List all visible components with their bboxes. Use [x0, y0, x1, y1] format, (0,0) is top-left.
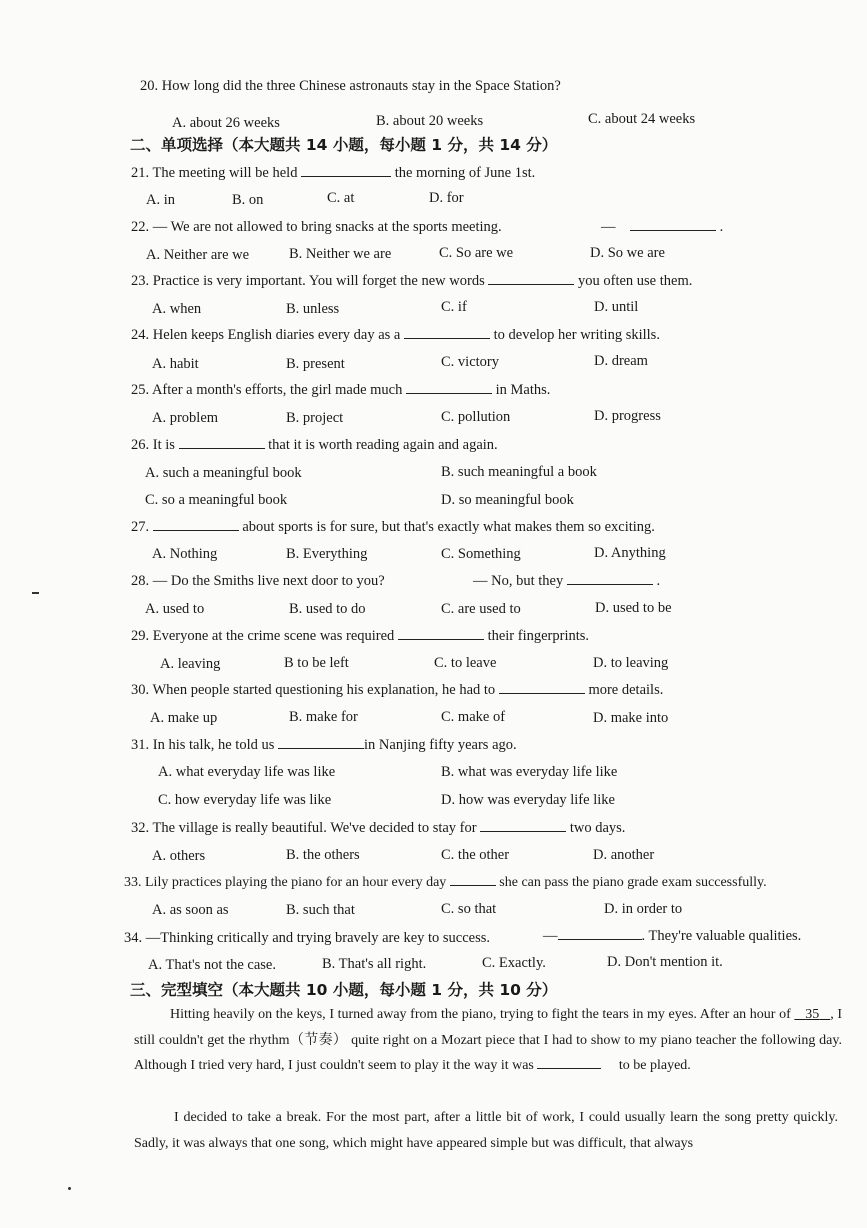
question-32-stem: 32. The village is really beautiful. We've decided to stay for two days. [131, 820, 626, 836]
q24-option-b: B. present [286, 356, 345, 372]
section-3-heading: 三、完型填空（本大题共 10 小题，每小题 1 分，共 10 分） [130, 981, 558, 999]
answer-blank [406, 381, 492, 394]
q28-option-b: B. used to do [289, 601, 366, 617]
q29-option-b: B to be left [284, 655, 349, 671]
q22-option-b: B. Neither we are [289, 246, 392, 262]
q31-option-d: D. how was everyday life like [441, 792, 615, 808]
question-22-stem: 22. — We are not allowed to bring snacks at the sports meeting. [131, 219, 502, 235]
q25-option-c: C. pollution [441, 409, 511, 425]
question-33-stem: 33. Lily practices playing the piano for an hour every day she can pass the piano grade exam successfully. [124, 875, 767, 890]
question-26-stem: 26. It is that it is worth reading again and again. [131, 437, 498, 453]
section-2-heading: 二、单项选择（本大题共 14 小题，每小题 1 分，共 14 分） [130, 136, 558, 154]
q34-option-b: B. That's all right. [322, 956, 427, 972]
answer-blank [537, 1056, 601, 1069]
q24-option-c: C. victory [441, 354, 499, 370]
q26-option-b: B. such meaningful a book [441, 464, 597, 480]
q25-option-b: B. project [286, 410, 344, 426]
answer-blank [499, 681, 585, 694]
q34-option-a: A. That's not the case. [148, 957, 276, 973]
q29-option-c: C. to leave [434, 655, 497, 671]
scan-mark [32, 592, 39, 594]
q23-option-a: A. when [152, 301, 202, 317]
q24-option-a: A. habit [152, 356, 199, 372]
q23-option-b: B. unless [286, 301, 340, 317]
q28-option-c: C. are used to [441, 601, 521, 617]
answer-blank [404, 326, 490, 339]
question-34-stem: 34. —Thinking critically and trying bravely are key to success. [124, 930, 491, 946]
question-23-stem: 23. Practice is very important. You will forget the new words you often use them. [131, 273, 693, 289]
answer-blank [567, 572, 653, 585]
q32-option-a: A. others [152, 848, 206, 864]
question-25-stem: 25. After a month's efforts, the girl made much in Maths. [131, 382, 551, 398]
q28-option-a: A. used to [145, 601, 205, 617]
q28-option-d: D. used to be [595, 600, 672, 616]
q27-option-c: C. Something [441, 546, 521, 562]
q33-option-b: B. such that [286, 902, 355, 918]
q23-option-d: D. until [594, 299, 639, 315]
q25-option-d: D. progress [594, 408, 661, 424]
q20-option-a: A. about 26 weeks [172, 115, 280, 131]
q32-option-d: D. another [593, 847, 655, 863]
q21-option-c: C. at [327, 190, 355, 206]
q33-option-a: A. as soon as [152, 902, 229, 918]
q26-option-c: C. so a meaningful book [145, 492, 288, 508]
cloze-paragraph-2: I decided to take a break. For the most part, after a little bit of work, I could usually learn the song pretty quickly. Sadly, it was always that one song, which might have appeared simple but was difficult, that always [134, 1110, 838, 1151]
q22-option-d: D. So we are [590, 245, 665, 261]
q21-option-a: A. in [146, 192, 175, 208]
q31-option-b: B. what was everyday life like [441, 764, 618, 780]
answer-blank [450, 873, 496, 886]
q33-option-d: D. in order to [604, 901, 683, 917]
q31-option-a: A. what everyday life was like [158, 764, 336, 780]
q34-option-c: C. Exactly. [482, 955, 546, 971]
answer-blank [630, 218, 716, 231]
q24-option-d: D. dream [594, 353, 648, 369]
q26-option-a: A. such a meaningful book [145, 465, 302, 481]
q22-option-a: A. Neither are we [146, 247, 250, 263]
answer-blank [480, 819, 566, 832]
question-34-reply: — . They're valuable qualities. [543, 928, 802, 944]
q21-option-d: D. for [429, 190, 464, 206]
q22-option-c: C. So are we [439, 245, 514, 261]
q20-option-c: C. about 24 weeks [588, 111, 696, 127]
question-24-stem: 24. Helen keeps English diaries every day as a to develop her writing skills. [131, 327, 660, 343]
q26-option-d: D. so meaningful book [441, 492, 574, 508]
answer-blank [179, 436, 265, 449]
cloze-blank-35: 35 [805, 1007, 820, 1022]
q30-option-d: D. make into [593, 710, 669, 726]
q32-option-b: B. the others [286, 847, 360, 863]
question-31-stem: 31. In his talk, he told us in Nanjing fifty years ago. [131, 737, 517, 753]
q30-option-b: B. make for [289, 709, 358, 725]
answer-blank [278, 736, 364, 749]
q30-option-c: C. make of [441, 709, 506, 725]
q29-option-a: A. leaving [160, 656, 221, 672]
question-28-stem: 28. — Do the Smiths live next door to you? [131, 573, 385, 589]
q20-option-b: B. about 20 weeks [376, 113, 484, 129]
q27-option-a: A. Nothing [152, 546, 218, 562]
question-20-stem: 20. How long did the three Chinese astronauts stay in the Space Station? [140, 78, 561, 94]
q31-option-c: C. how everyday life was like [158, 792, 332, 808]
q21-option-b: B. on [232, 192, 264, 208]
answer-blank [398, 627, 484, 640]
q29-option-d: D. to leaving [593, 655, 669, 671]
q25-option-a: A. problem [152, 410, 219, 426]
answer-blank [558, 927, 642, 940]
answer-blank [301, 164, 391, 177]
question-29-stem: 29. Everyone at the crime scene was required their fingerprints. [131, 628, 590, 644]
q27-option-b: B. Everything [286, 546, 368, 562]
question-28-reply: — No, but they . [473, 573, 661, 589]
q32-option-c: C. the other [441, 847, 510, 863]
answer-blank [153, 518, 239, 531]
q23-option-c: C. if [441, 299, 467, 315]
q30-option-a: A. make up [150, 710, 218, 726]
question-22-reply: — . [601, 219, 724, 235]
scan-mark [68, 1187, 71, 1190]
question-27-stem: 27. about sports is for sure, but that's exactly what makes them so exciting. [131, 519, 655, 535]
cloze-paragraph-1: Hitting heavily on the keys, I turned away from the piano, trying to fight the tears in my eyes. After an hour of 35 , I still couldn't get the rhythm（节奏） quite right on a Mozart piece that I had to show to my piano teacher the following day. Although I tried very hard, I just couldn't seem to play it the way it was to be played. [134, 1007, 842, 1073]
q33-option-c: C. so that [441, 901, 497, 917]
question-21-stem: 21. The meeting will be held the morning of June 1st. [131, 165, 536, 181]
question-30-stem: 30. When people started questioning his explanation, he had to more details. [131, 682, 664, 698]
q34-option-d: D. Don't mention it. [607, 954, 723, 970]
q27-option-d: D. Anything [594, 545, 666, 561]
answer-blank [488, 272, 574, 285]
